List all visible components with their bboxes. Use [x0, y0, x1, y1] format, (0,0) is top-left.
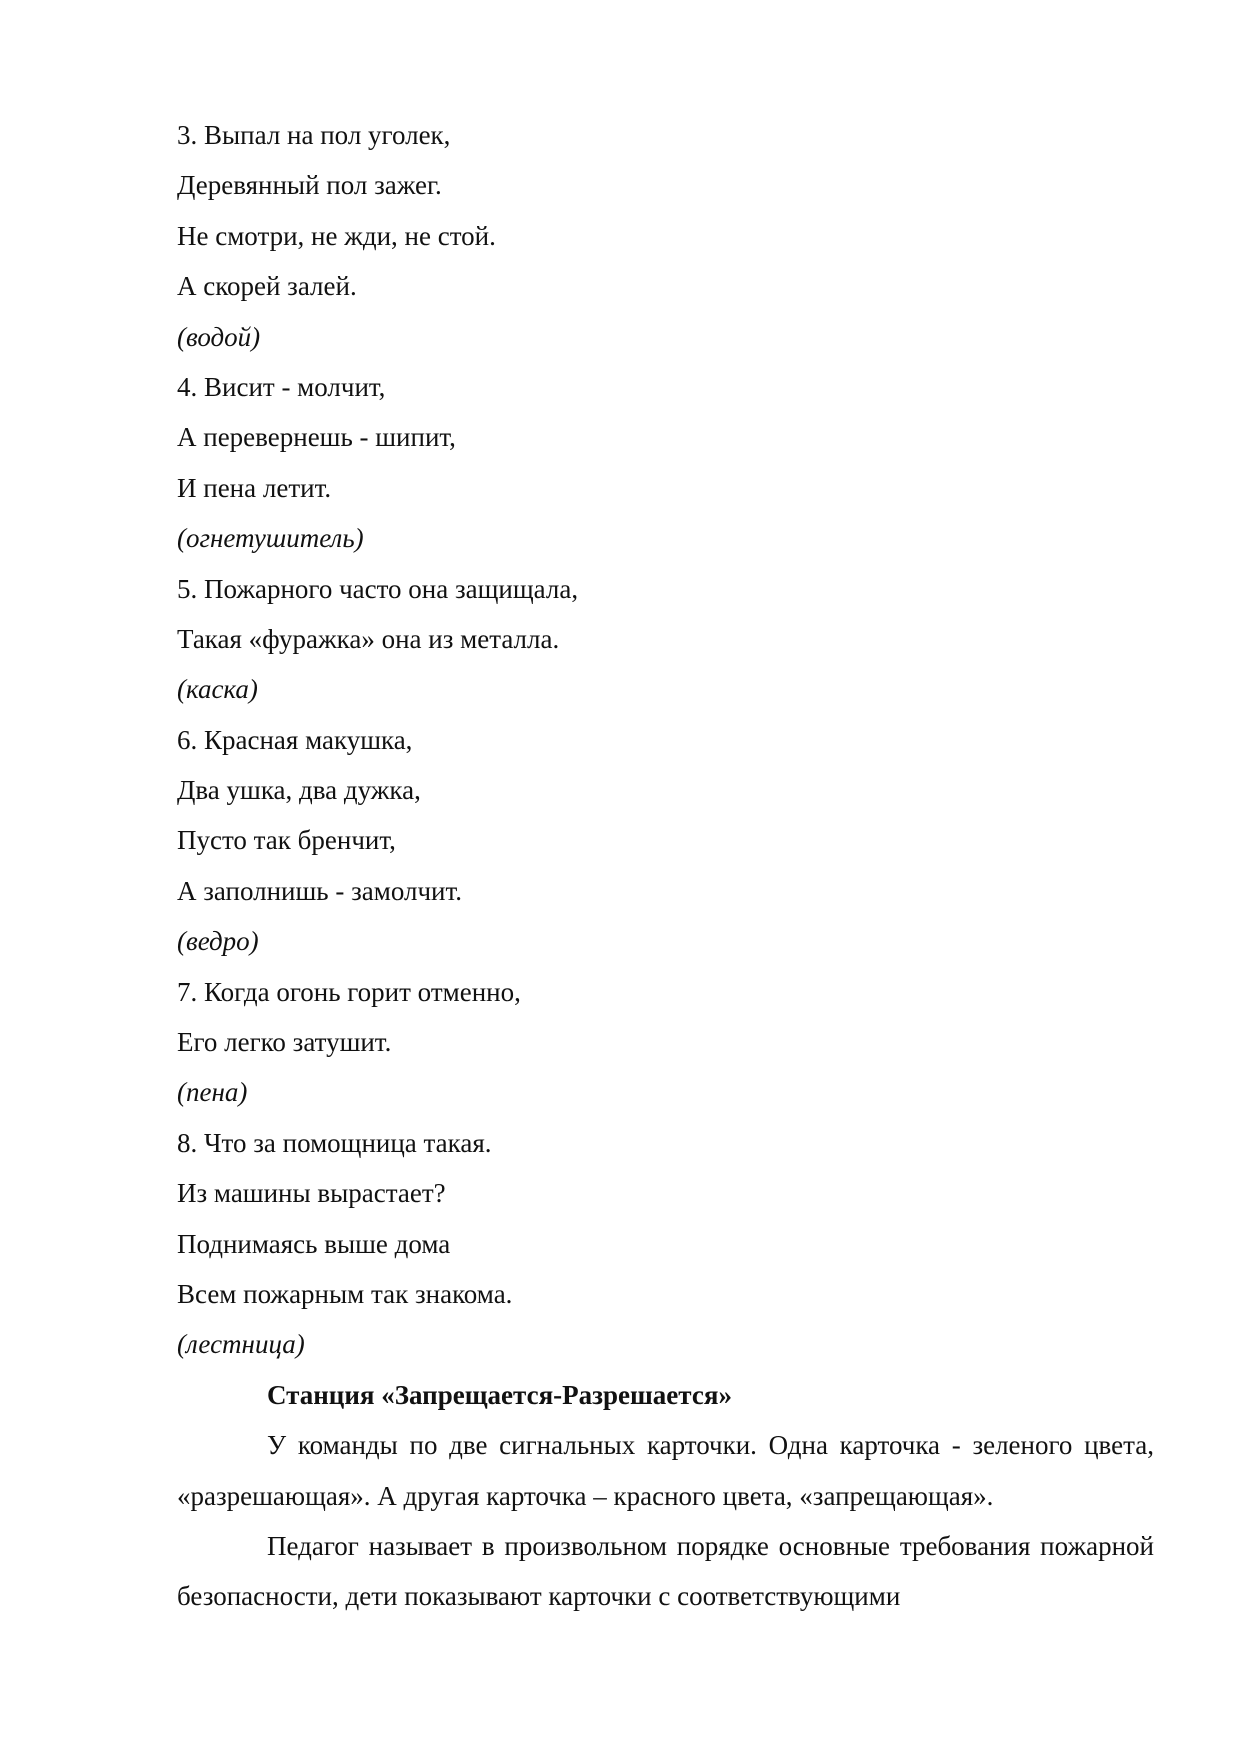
- riddle-line: Его легко затушит.: [177, 1027, 392, 1058]
- riddle-line: Всем пожарным так знакома.: [177, 1278, 513, 1309]
- riddle-6: [177, 715, 1154, 967]
- riddle-line: Такая «фуражка» она из металла.: [177, 623, 560, 654]
- riddle-answer: (лестница): [177, 1329, 305, 1360]
- riddle-line: Поднимаясь выше дома: [177, 1228, 451, 1259]
- riddle-answer: (ведро): [177, 926, 259, 957]
- riddle-answer: (водой): [177, 321, 261, 352]
- paragraph: [177, 1420, 1154, 1521]
- riddle-line: Из машины вырастает?: [177, 1178, 446, 1209]
- paragraph: [177, 1521, 1154, 1622]
- riddle-4: [177, 362, 1154, 564]
- riddle-line: Пусто так бренчит,: [177, 825, 396, 856]
- riddle-line: А скорей залей.: [177, 271, 357, 302]
- riddle-line: А перевернешь - шипит,: [177, 422, 456, 453]
- page-content: [177, 110, 1154, 1622]
- riddle-8: [177, 1118, 1154, 1370]
- riddle-answer: (пена): [177, 1077, 248, 1108]
- station-heading: Станция «Запрещается-Разрешается»: [267, 1379, 732, 1410]
- riddle-5: [177, 564, 1154, 715]
- riddle-3: [177, 110, 1154, 362]
- riddle-line: 4. Висит - молчит,: [177, 371, 386, 402]
- paragraph-text: У команды по две сигнальных карточки. Одна карточка - зеленого цвета, «разрешающая». А другая карточка – красного цвета, «запрещающая».: [177, 1430, 1154, 1511]
- riddle-line: 5. Пожарного часто она защищала,: [177, 573, 579, 604]
- riddle-7: [177, 967, 1154, 1118]
- riddle-answer: (каска): [177, 674, 258, 705]
- riddle-line: И пена летит.: [177, 472, 332, 503]
- riddle-line: Деревянный пол зажег.: [177, 170, 442, 201]
- riddle-line: 3. Выпал на пол уголек,: [177, 120, 451, 150]
- paragraph-text: Педагог называет в произвольном порядке основные требования пожарной безопасности, дети показывают карточки с соответствующими: [177, 1530, 1154, 1612]
- riddle-line: 7. Когда огонь горит отменно,: [177, 976, 521, 1007]
- riddle-answer: (огнетушитель): [177, 523, 364, 554]
- riddle-line: Не смотри, не жди, не стой.: [177, 220, 496, 251]
- riddle-line: 8. Что за помощница такая.: [177, 1127, 492, 1158]
- riddle-line: 6. Красная макушка,: [177, 724, 413, 755]
- riddle-line: А заполнишь - замолчит.: [177, 875, 463, 906]
- riddle-line: Два ушка, два дужка,: [177, 775, 421, 806]
